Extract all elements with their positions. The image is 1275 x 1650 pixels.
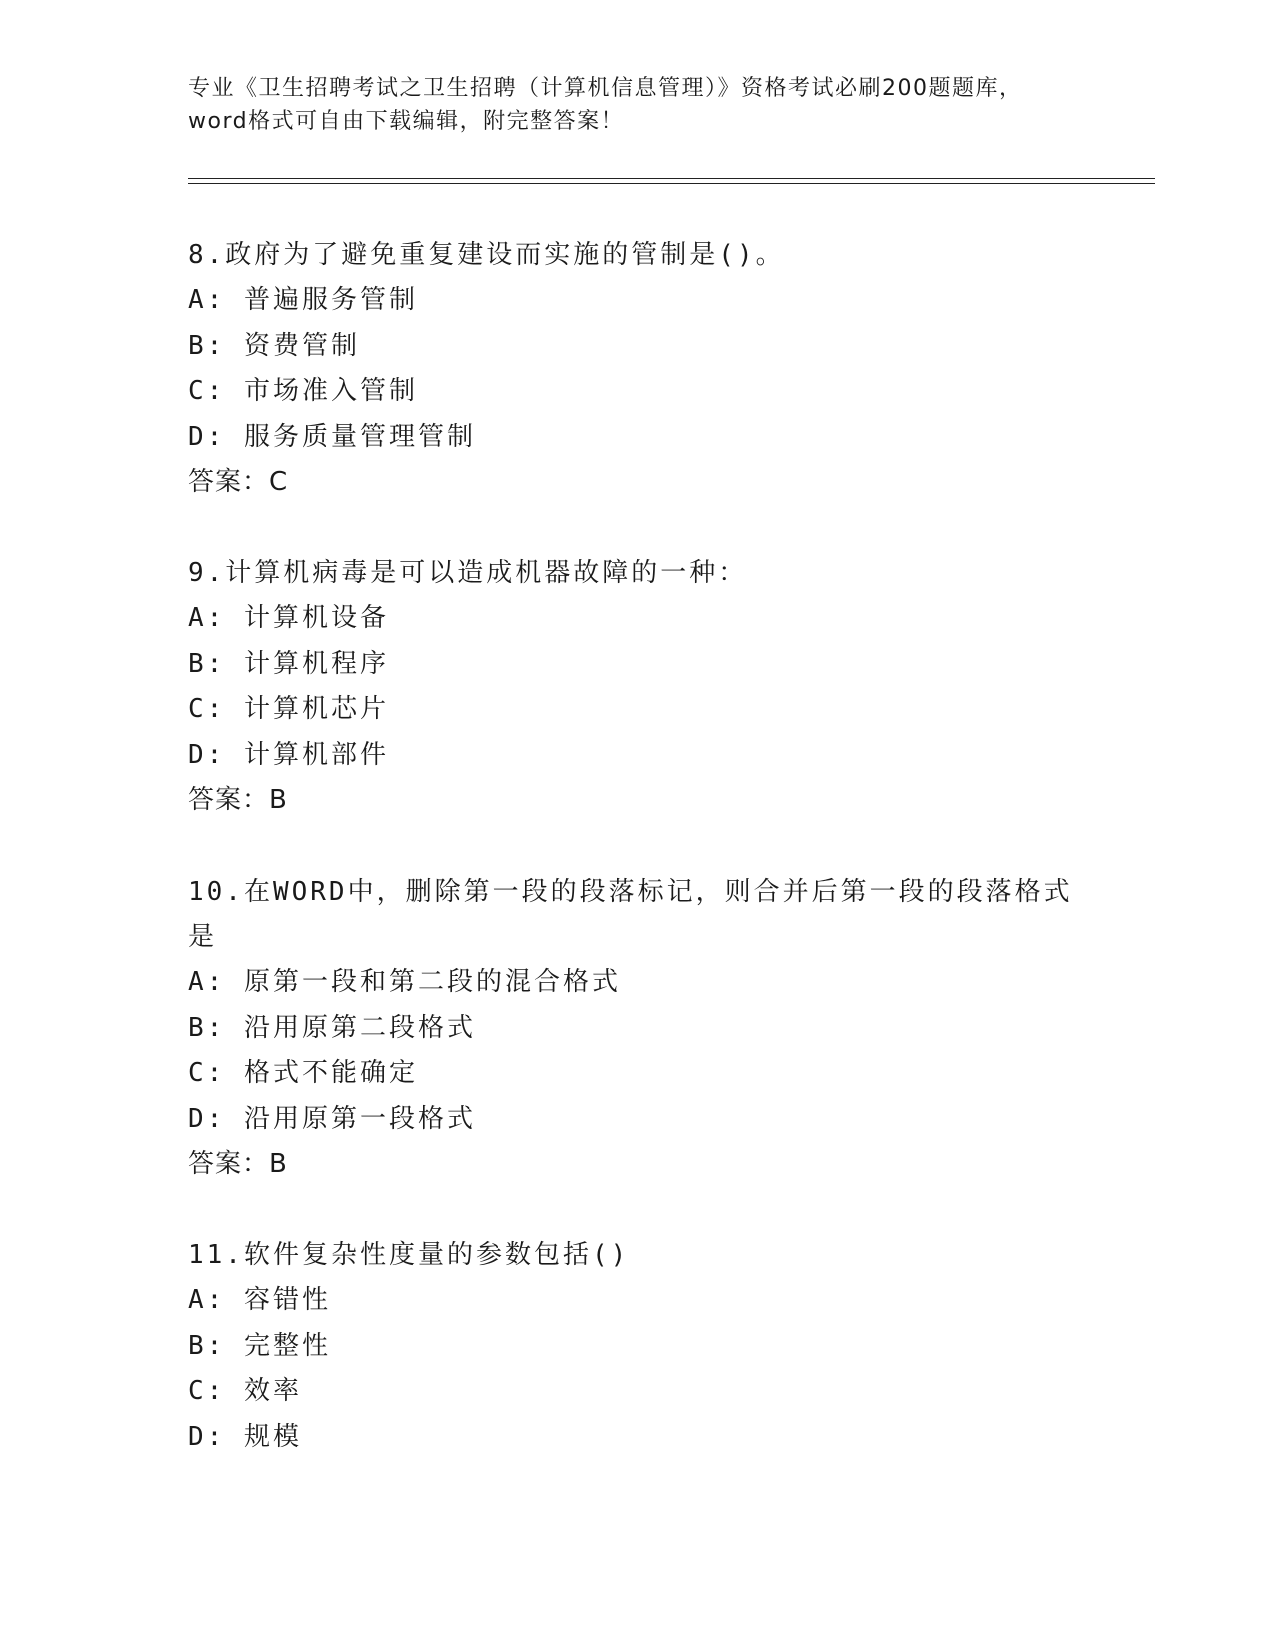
option-b: B: 完整性 [188, 1330, 331, 1361]
option-c: C: 格式不能确定 [188, 1058, 418, 1088]
answer-text: 答案：B [188, 785, 288, 815]
question-11 [188, 1233, 1088, 1460]
document-header [188, 72, 1088, 138]
option-c: C: 计算机芯片 [188, 694, 389, 724]
question-stem: 9.计算机病毒是可以造成机器故障的一种： [188, 558, 748, 588]
option-d: D: 规模 [188, 1421, 302, 1452]
question-10 [188, 870, 1088, 1187]
question-9 [188, 551, 1088, 823]
option-b: B: 计算机程序 [188, 648, 389, 679]
option-a: A: 计算机设备 [188, 603, 389, 633]
question-stem: 10.在WORD中，删除第一段的段落标记，则合并后第一段的段落格式 [188, 877, 1073, 907]
option-b: B: 沿用原第二段格式 [188, 1012, 476, 1043]
option-d: D: 沿用原第一段格式 [188, 1103, 476, 1134]
option-a: A: 普遍服务管制 [188, 285, 418, 315]
header-divider-top [188, 178, 1155, 179]
option-d: D: 服务质量管理管制 [188, 421, 476, 452]
answer-text: 答案：B [188, 1149, 288, 1179]
option-c: C: 效率 [188, 1376, 302, 1406]
option-a: A: 容错性 [188, 1285, 331, 1315]
option-b: B: 资费管制 [188, 330, 360, 361]
question-8 [188, 233, 1088, 505]
question-stem-continued: 是 [188, 922, 218, 952]
question-stem: 11.软件复杂性度量的参数包括() [188, 1240, 630, 1270]
option-c: C: 市场准入管制 [188, 376, 418, 406]
header-line-1: 专业《卫生招聘考试之卫生招聘（计算机信息管理）》资格考试必刷200题题库， [188, 76, 1023, 101]
option-a: A: 原第一段和第二段的混合格式 [188, 967, 621, 997]
question-stem: 8.政府为了避免重复建设而实施的管制是()。 [188, 240, 785, 270]
answer-text: 答案：C [188, 467, 289, 497]
header-divider-bottom [188, 183, 1155, 184]
header-line-2: word格式可自由下载编辑，附完整答案！ [188, 109, 625, 134]
option-d: D: 计算机部件 [188, 739, 389, 770]
